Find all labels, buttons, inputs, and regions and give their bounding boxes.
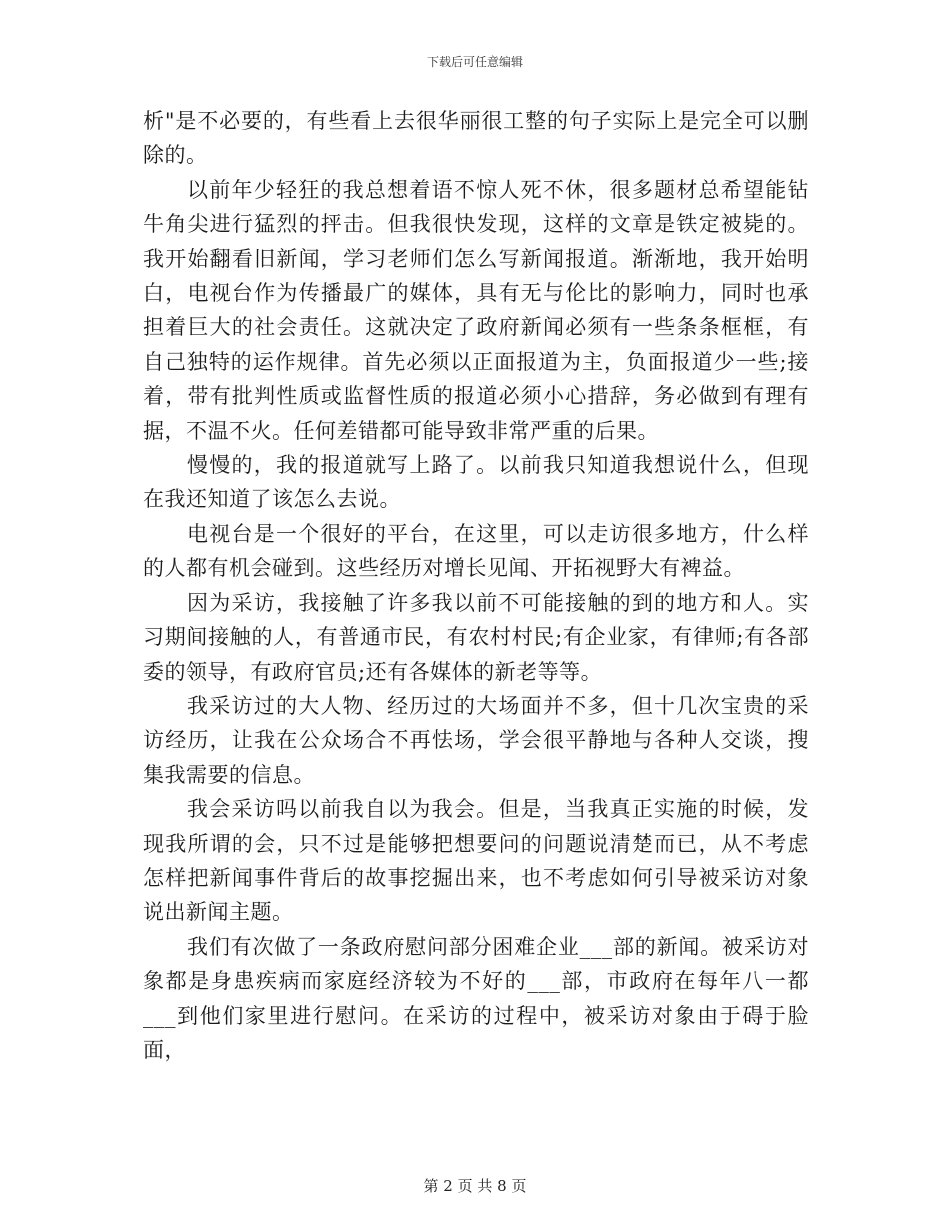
page-number-footer: 第 2 页 共 8 页 — [423, 1177, 527, 1195]
paragraph-2: 以前年少轻狂的我总想着语不惊人死不休，很多题材总希望能钻牛角尖进行猛烈的抨击。但我很快发现，这样的文章是铁定被毙的。我开始翻看旧新闻，学习老师们怎么写新闻报道。渐渐地，我开始明白，电视台作为传播最广的媒体，具有无与伦比的影响力，同时也承担着巨大的社会责任。这就决定了政府新闻必须有一些条条框框，有自己独特的运作规律。首先必须以正面报道为主，负面报道少一些;接着，带有批判性质或监督性质的报道必须小心措辞，务必做到有理有据，不温不火。任何差错都可能导致非常严重的后果。 — [143, 177, 809, 443]
page-header: 下载后可任意编辑 — [426, 55, 523, 69]
paragraph-4: 电视台是一个很好的平台，在这里，可以走访很多地方，什么样的人都有机会碰到。这些经历对增长见闻、开拓视野大有裨益。 — [143, 521, 809, 581]
document-body — [143, 104, 809, 1067]
paragraph-5: 因为采访，我接触了许多我以前不可能接触的到的地方和人。实习期间接触的人，有普通市民，有农村村民;有企业家，有律师;有各部委的领导，有政府官员;还有各媒体的新老等等。 — [143, 590, 809, 684]
paragraph-8: 我们有次做了一条政府慰问部分困难企业___部的新闻。被采访对象都是身患疾病而家庭经济较为不好的___部，市政府在每年八一都___到他们家里进行慰问。在采访的过程中，被采访对象由于碍于脸面， — [143, 934, 809, 1062]
paragraph-7: 我会采访吗以前我自以为我会。但是，当我真正实施的时候，发现我所谓的会，只不过是能够把想要问的问题说清楚而已，从不考虑怎样把新闻事件背后的故事挖掘出来，也不考虑如何引导被采访对象说出新闻主题。 — [143, 797, 809, 925]
paragraph-6: 我采访过的大人物、经历过的大场面并不多，但十几次宝贵的采访经历，让我在公众场合不再怯场，学会很平静地与各种人交谈，搜集我需要的信息。 — [143, 693, 809, 787]
paragraph-1: 析"是不必要的，有些看上去很华丽很工整的句子实际上是完全可以删除的。 — [143, 109, 809, 168]
paragraph-3: 慢慢的，我的报道就写上路了。以前我只知道我想说什么，但现在我还知道了该怎么去说。 — [143, 453, 809, 512]
